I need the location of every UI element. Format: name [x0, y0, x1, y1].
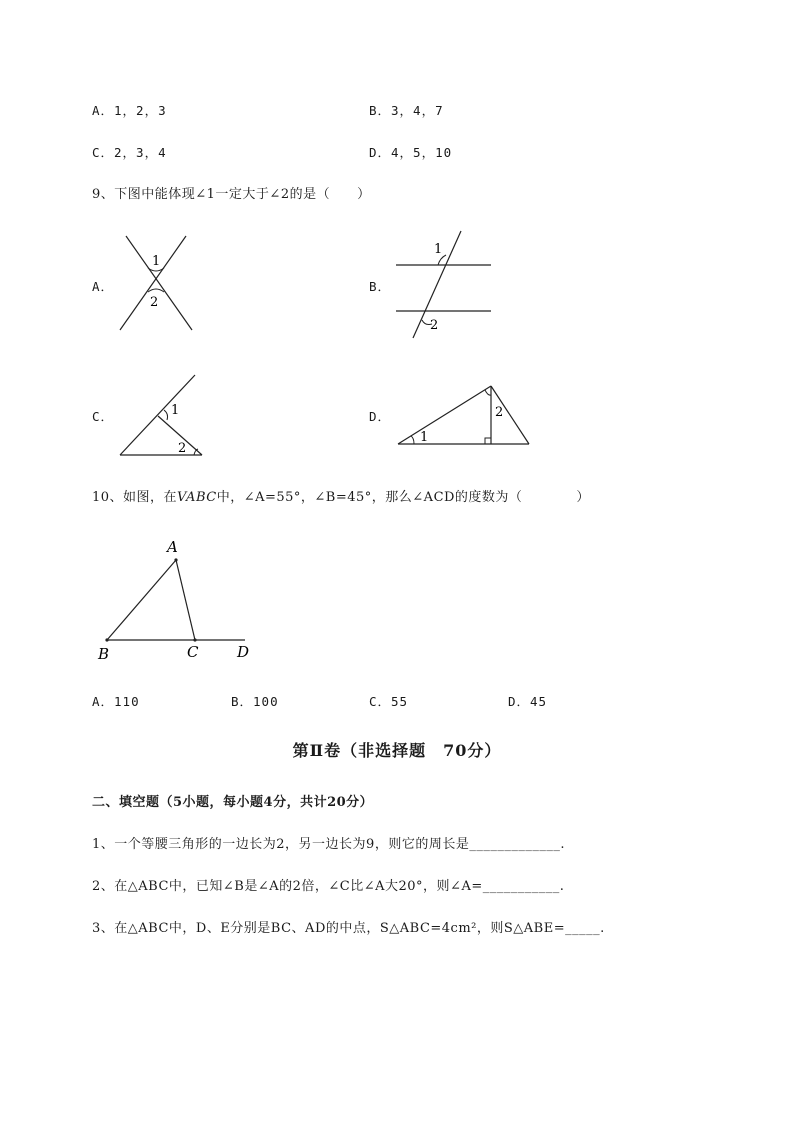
q10-stem [92, 486, 590, 505]
q9-stem: 9、下图中能体现∠1一定大于∠2的是（ ） [92, 187, 371, 202]
q9d-angle-2: 2 [495, 405, 504, 420]
fill-section-heading: 二、填空题（5小题，每小题4分，共计20分） [92, 795, 374, 810]
q10-stem-prefix: 10、如图，在 [92, 490, 178, 505]
q9-option-a-letter: A． [92, 279, 115, 294]
q9a-angle-2: 2 [150, 295, 159, 310]
q9c-angle-2: 2 [178, 441, 187, 456]
q9b-angle-1: 1 [434, 242, 443, 257]
fill-q3: 3、在△ABC中，D、E分别是BC、AD的中点，S△ABC=4cm²，则S△ABE=_____. [92, 921, 605, 936]
q10-point-a: A [167, 538, 178, 556]
q10-option-a: A．110 [92, 694, 140, 709]
q9-option-d-letter: D． [369, 409, 392, 424]
q9a-angle-1: 1 [152, 254, 161, 269]
fill-q1: 1、一个等腰三角形的一边长为2，另一边长为9，则它的周长是_____________. [92, 837, 565, 852]
part2-title: 第Ⅱ卷（非选择题 70分） [292, 741, 502, 760]
q9-figure-d [392, 380, 534, 450]
q9-option-b-letter: B． [369, 279, 392, 294]
q9-figure-b [392, 228, 498, 340]
q10-stem-triangle: VABC [177, 490, 217, 505]
q10-point-d: D [237, 643, 250, 661]
q10-stem-middle: 中，∠A=55°，∠B=45°，那么∠ACD的度数为（ ） [216, 490, 590, 505]
q8-option-b: B．3，4，7 [369, 103, 444, 118]
q9-figure-c [114, 370, 210, 460]
q10-option-c: C．55 [369, 694, 409, 709]
q8-option-d: D．4，5，10 [369, 145, 453, 160]
q8-option-a: A．1，2，3 [92, 103, 167, 118]
q9c-angle-1: 1 [171, 403, 180, 418]
q10-option-b: B．100 [231, 694, 279, 709]
q9b-angle-2: 2 [430, 318, 439, 333]
q10-option-d: D．45 [508, 694, 548, 709]
fill-q2: 2、在△ABC中，已知∠B是∠A的2倍，∠C比∠A大20°，则∠A=___________. [92, 879, 565, 894]
q10-point-b: B [98, 645, 110, 663]
q9-option-c-letter: C． [92, 409, 115, 424]
q8-option-c: C．2，3，4 [92, 145, 167, 160]
q9d-angle-1: 1 [420, 430, 429, 445]
q10-point-c: C [187, 643, 199, 661]
q9-figure-a [112, 230, 202, 334]
q10-figure [95, 535, 260, 667]
